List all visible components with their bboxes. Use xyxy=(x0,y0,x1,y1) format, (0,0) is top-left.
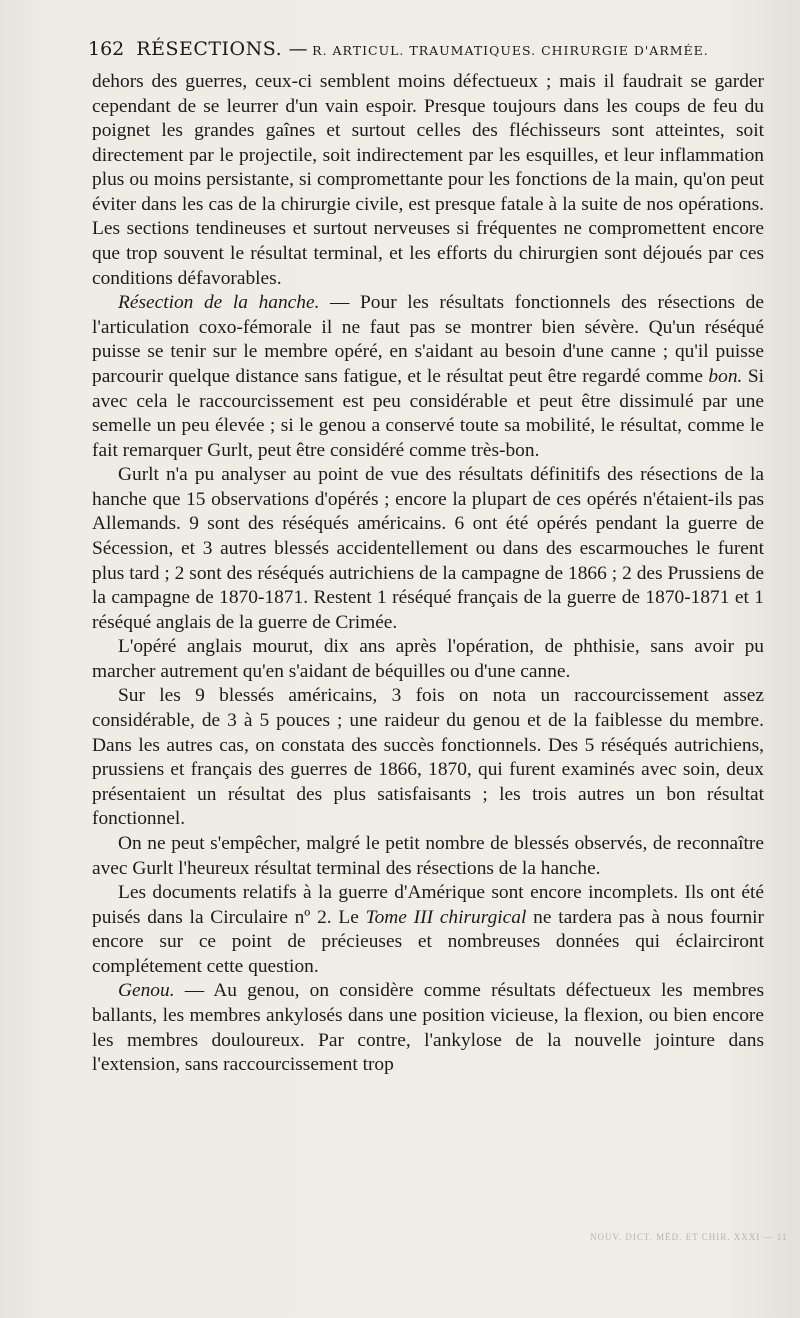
paragraph-knee xyxy=(92,979,764,1077)
paragraph-text: Si avec cela le raccourcissement est peu considérable et peut être dissimulé par une semelle un peu élevée ; si le genou a conservé toute sa mobilité, le résultat, comme le fait remarquer Gurlt, peut être considéré comme très-bon. xyxy=(92,365,765,461)
paragraph-american-cases: Sur les 9 blessés américains, 3 fois on nota un raccourcissement assez considérable, de 3 à 5 pouces ; une raideur du genou et de la faiblesse du membre. Dans les autres cas, on constata des succès fonctionnels. Des 5 réséqués autrichiens, prussiens et français des guerres de 1866, 1870, qui furent examinés avec soin, deux présentaient un résultat des plus satisfaisants ; les trois autres un bon résultat fonctionnel. xyxy=(92,685,764,830)
paragraph-text: — Au genou, on considère comme résultats défectueux les membres ballants, les membres ankylosés dans une position vicieuse, la flexion, ou bien encore les membres douloureux. Par contre, l'ankylose de la nouvelle jointure dans l'extension, sans raccourcissement trop xyxy=(92,980,764,1076)
running-subtitle: R. ARTICUL. TRAUMATIQUES. CHIRURGIE D'ARMÉE. xyxy=(312,43,709,58)
section-heading-hip: Résection de la hanche. xyxy=(118,292,320,314)
paragraph-continuation: dehors des guerres, ceux-ci semblent moins défectueux ; mais il faudrait se garder cependant de se leurrer d'un vain espoir. Presque toujours dans les coups de feu du poignet les grandes gaînes et surtout celles des fléchisseurs sont atteintes, soit directement par le projectile, soit indirectement par les esquilles, et leur inflammation plus ou moins persistante, si compromettante pour les fonctions de la main, qu'on peut éviter dans les cas de la chirurgie civile, est presque fatale à la suite de nos opérations. Les sections tendineuses et surtout nerveuses si fréquentes ne compromettent encore que trop souvent le résultat terminal, et les efforts du chirurgien sont déjoués par ces conditions défavorables. xyxy=(92,71,764,289)
paragraph-conclusion: On ne peut s'empêcher, malgré le petit nombre de blessés observés, de reconnaître avec Gurlt l'heureux résultat terminal des résections de la hanche. xyxy=(92,832,764,879)
paragraph-american-documents xyxy=(92,881,764,979)
emphasis-bon: bon. xyxy=(708,365,743,387)
body-text xyxy=(92,70,764,1078)
page-number: 162 xyxy=(88,38,125,60)
paragraph-english-case: L'opéré anglais mourut, dix ans après l'opération, de phthisie, sans avoir pu marcher autrement qu'en s'aidant de béquilles ou d'une canne. xyxy=(92,636,764,682)
paragraph-gurlt-analysis: Gurlt n'a pu analyser au point de vue des résultats définitifs des résections de la hanche que 15 observations d'opérés ; encore la plupart de ces opérés n'étaient-ils pas Allemands. 9 sont des réséqués américains. 6 ont été opérés pendant la guerre de Sécession, et 3 autres blessés accidentellement ou dans des escarmouches le furent plus tard ; 2 sont des réséqués autrichiens de la campagne de 1866 ; 2 des Prussiens de la campagne de 1870-1871. Restent 1 réséqué français de la guerre de 1870-1871 et 1 réséqué anglais de la guerre de Crimée. xyxy=(92,464,764,633)
running-title: RÉSECTIONS. — xyxy=(136,38,309,60)
running-header xyxy=(88,38,768,60)
emphasis-tome: Tome III chirurgical xyxy=(365,906,527,928)
paragraph-text: — Pour les résultats fonctionnels des résections de l'articulation coxo-fémorale il ne faut pas se montrer bien sévère. Qu'un réséqué puisse se tenir sur le membre opéré, en s'aidant au besoin d'une canne ; qu'il puisse parcourir quelque distance sans fatigue, et le résultat peut être regardé comme xyxy=(92,292,764,387)
paragraph-hip-resection xyxy=(92,291,764,463)
section-heading-knee: Genou. xyxy=(118,980,175,1002)
footer-signature-mark: NOUV. DICT. MÉD. ET CHIR. XXXI — 11 xyxy=(590,1232,788,1242)
paragraph-text: Les documents relatifs à la guerre d'Amérique sont encore incomplets. Ils ont été puisés dans la Circulaire nº 2. Le xyxy=(92,882,764,928)
paragraph-text: ne tardera pas à nous fournir encore sur ce point de précieuses et nombreuses données qui éclairciront complétement cette question. xyxy=(92,906,765,977)
